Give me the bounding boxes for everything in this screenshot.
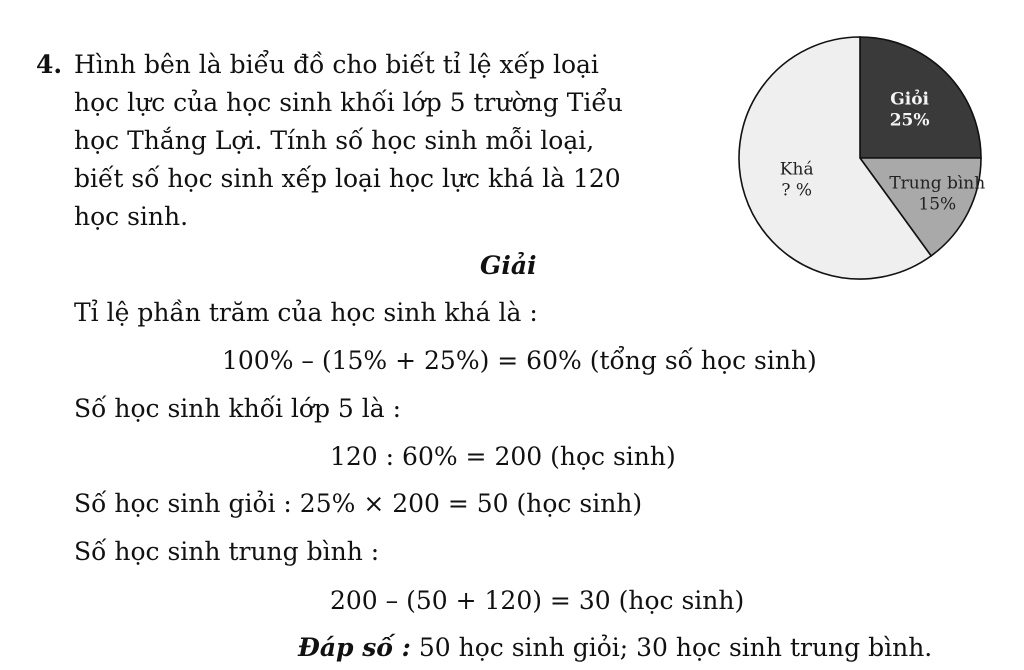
solution-line-1: Tỉ lệ phần trăm của học sinh khá là :	[74, 298, 538, 327]
pie-label-0: Giỏi	[890, 89, 930, 110]
solution-line-4: 120 : 60% = 200 (học sinh)	[330, 442, 676, 471]
answer-label: Đáp số :	[298, 633, 411, 662]
solution-line-2: 100% – (15% + 25%) = 60% (tổng số học sinh)	[222, 346, 817, 375]
pie-chart	[735, 36, 990, 286]
solution-line-7: 200 – (50 + 120) = 30 (học sinh)	[330, 586, 745, 615]
pie-label-1: Trung bình	[889, 173, 986, 194]
problem-line-4: biết số học sinh xếp loại học lực khá là 120	[74, 164, 621, 193]
problem-line-2: học lực của học sinh khối lớp 5 trường Tiểu	[74, 88, 623, 117]
solution-line-5: Số học sinh giỏi : 25% × 200 = 50 (học sinh)	[74, 489, 643, 518]
problem-line-3: học Thắng Lợi. Tính số học sinh mỗi loại,	[74, 126, 595, 155]
problem-number: 4.	[36, 50, 63, 79]
solution-line-3: Số học sinh khối lớp 5 là :	[74, 394, 402, 423]
pie-label-2: Khá	[779, 159, 814, 180]
pie-value-label-2: ? %	[781, 180, 813, 201]
problem-line-5: học sinh.	[74, 202, 189, 231]
answer-line	[298, 635, 932, 660]
pie-value-label-0: 25%	[889, 110, 930, 131]
answer-text: 50 học sinh giỏi; 30 học sinh trung bình.	[410, 633, 933, 662]
problem-line-1: Hình bên là biểu đồ cho biết tỉ lệ xếp loại	[74, 50, 599, 79]
solution-line-6: Số học sinh trung bình :	[74, 537, 380, 566]
solution-heading: Giải	[480, 251, 537, 280]
pie-value-label-1: 15%	[918, 194, 957, 215]
